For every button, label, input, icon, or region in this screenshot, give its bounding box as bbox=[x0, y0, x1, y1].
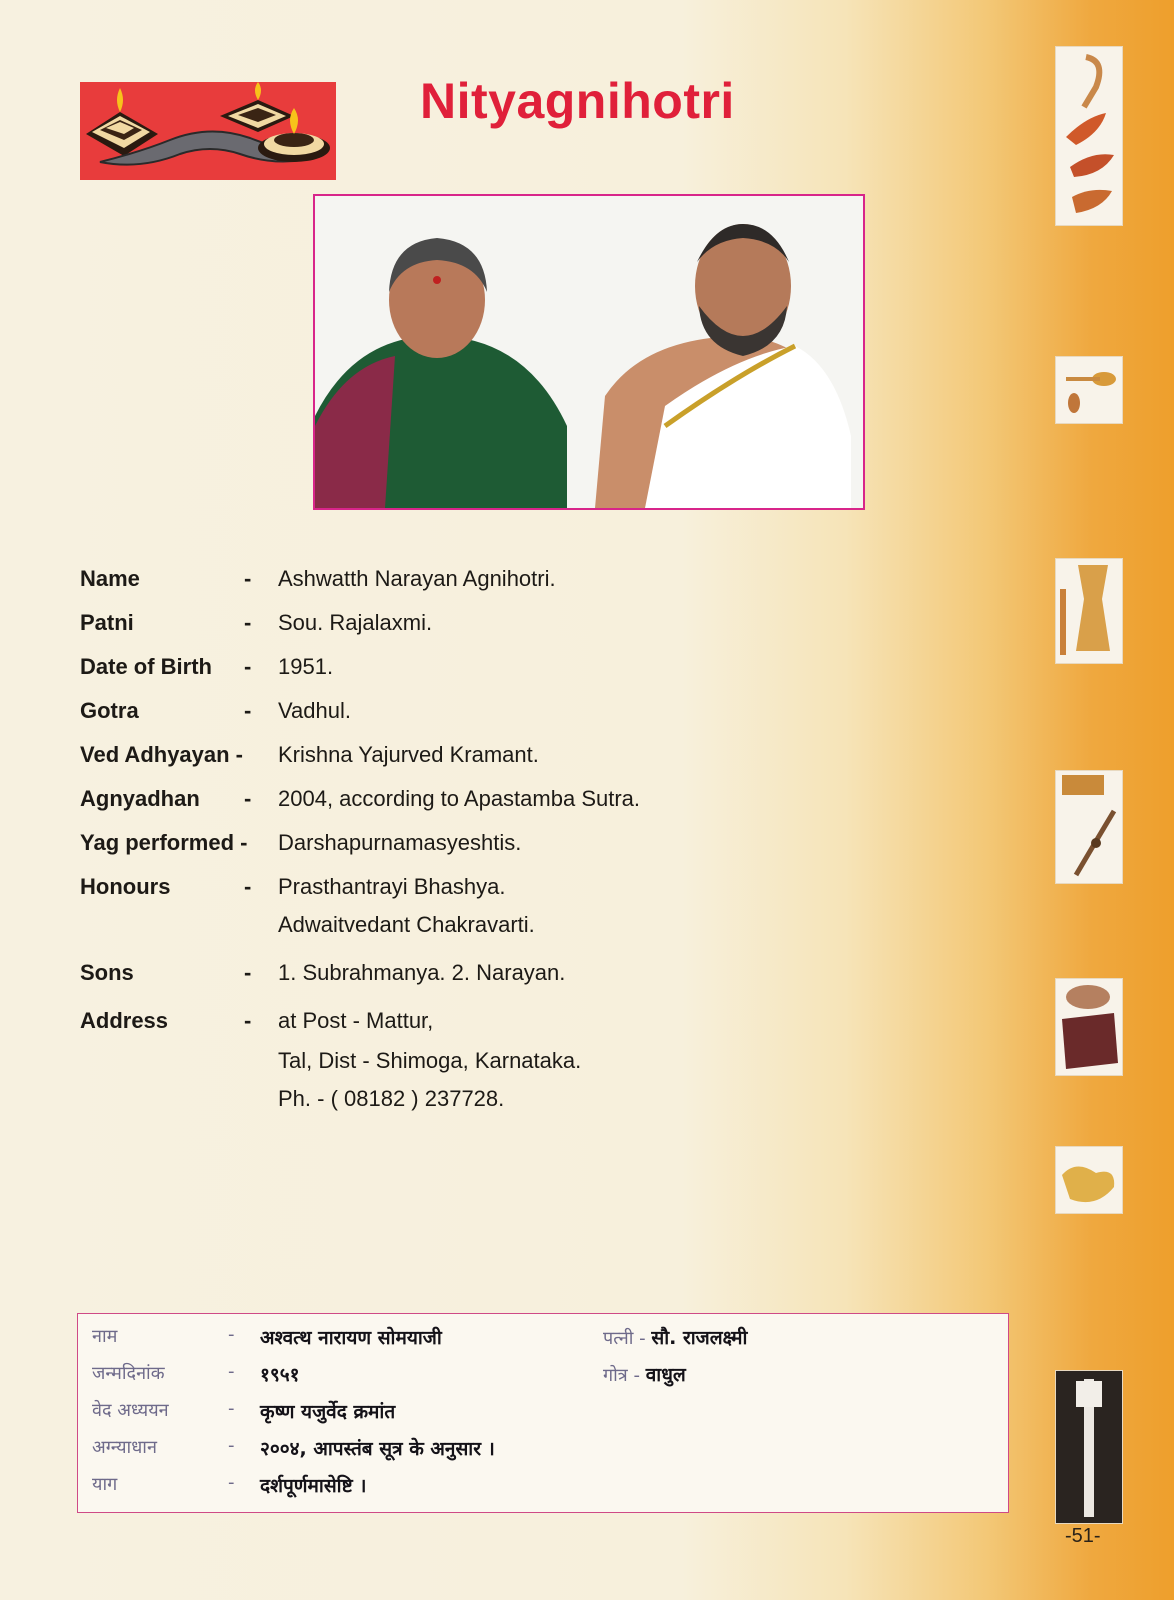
detail-separator: - bbox=[244, 698, 252, 723]
detail-value: Darshapurnamasyeshtis. bbox=[278, 830, 522, 855]
detail-value: Tal, Dist - Shimoga, Karnataka. bbox=[278, 1048, 582, 1073]
ritual-implement-image bbox=[1055, 978, 1123, 1076]
detail-label: Yag performed - bbox=[80, 830, 248, 855]
detail-label: Sons bbox=[80, 960, 134, 985]
hindi-label: अग्न्याधान bbox=[92, 1437, 157, 1458]
detail-label: Address bbox=[80, 1008, 169, 1033]
detail-separator: - bbox=[244, 1008, 252, 1033]
detail-label: Agnyadhan bbox=[80, 786, 200, 811]
detail-separator: - bbox=[244, 566, 252, 591]
ritual-implement-image bbox=[1055, 356, 1123, 424]
fire-altar-icon bbox=[80, 82, 336, 180]
hindi-value: अश्वत्थ नारायण सोमयाजी bbox=[260, 1327, 442, 1349]
detail-separator: - bbox=[244, 654, 252, 679]
portrait-image bbox=[315, 196, 863, 508]
detail-label: Patni bbox=[80, 610, 134, 635]
hindi-separator: - bbox=[228, 1472, 235, 1493]
hindi-value: दर्शपूर्णमासेष्टि । bbox=[260, 1475, 367, 1497]
detail-value: Prasthantrayi Bhashya. bbox=[278, 874, 506, 899]
hindi-side-label: गोत्र bbox=[603, 1365, 628, 1386]
altar-logo bbox=[80, 82, 336, 180]
hindi-side-row bbox=[603, 1324, 747, 1350]
mortar-icon bbox=[1056, 559, 1122, 663]
ritual-implement-image bbox=[1055, 770, 1123, 884]
page-number: -51- bbox=[1065, 1525, 1101, 1547]
ritual-implement-image bbox=[1055, 558, 1123, 664]
detail-value: 1951. bbox=[278, 654, 334, 679]
wooden-sruk-icon bbox=[1056, 1371, 1122, 1523]
hindi-side-value: वाधुल bbox=[645, 1364, 686, 1386]
ritual-implement-image bbox=[1055, 1146, 1123, 1214]
detail-label: Name bbox=[80, 566, 140, 591]
ritual-implement-image bbox=[1055, 46, 1123, 226]
hindi-side-row bbox=[603, 1361, 686, 1387]
lamp-icon bbox=[1056, 1147, 1122, 1213]
hindi-label: जन्मदिनांक bbox=[92, 1363, 165, 1384]
hindi-value: १९५१ bbox=[260, 1364, 300, 1386]
spoon-icon bbox=[1056, 357, 1122, 423]
hindi-side-separator: - bbox=[633, 1365, 640, 1386]
detail-value: Adwaitvedant Chakravarti. bbox=[278, 912, 535, 937]
hindi-label: याग bbox=[92, 1474, 118, 1495]
hindi-separator: - bbox=[228, 1324, 235, 1345]
hindi-side-value: सौ. राजलक्ष्मी bbox=[651, 1327, 748, 1349]
detail-separator: - bbox=[244, 874, 252, 899]
hindi-side-separator: - bbox=[639, 1328, 646, 1349]
hindi-value: २००४, आपस्तंब सूत्र के अनुसार । bbox=[260, 1438, 495, 1460]
detail-value: Sou. Rajalaxmi. bbox=[278, 610, 433, 635]
grinding-stone-icon bbox=[1056, 979, 1122, 1075]
detail-value: 1. Subrahmanya. 2. Narayan. bbox=[278, 960, 566, 985]
detail-label: Ved Adhyayan - bbox=[80, 742, 244, 767]
detail-label: Date of Birth bbox=[80, 654, 212, 679]
hindi-separator: - bbox=[228, 1435, 235, 1456]
hindi-value: कृष्ण यजुर्वेद क्रमांत bbox=[260, 1401, 396, 1423]
detail-separator: - bbox=[244, 786, 252, 811]
fire-drill-icon bbox=[1056, 771, 1122, 883]
hindi-summary-box bbox=[77, 1313, 1009, 1513]
page-title: Nityagnihotri bbox=[420, 73, 735, 129]
detail-value: Krishna Yajurved Kramant. bbox=[278, 742, 539, 767]
detail-label: Gotra bbox=[80, 698, 139, 723]
detail-value: 2004, according to Apastamba Sutra. bbox=[278, 786, 641, 811]
ritual-implement-image bbox=[1055, 1370, 1123, 1524]
hindi-separator: - bbox=[228, 1361, 235, 1382]
detail-value: Ph. - ( 08182 ) 237728. bbox=[278, 1086, 505, 1111]
detail-value: Ashwatth Narayan Agnihotri. bbox=[278, 566, 556, 591]
detail-value: Vadhul. bbox=[278, 698, 351, 723]
hindi-label: वेद अध्ययन bbox=[92, 1400, 169, 1421]
hindi-label: नाम bbox=[92, 1326, 118, 1347]
portrait-photo bbox=[313, 194, 865, 510]
hindi-separator: - bbox=[228, 1398, 235, 1419]
detail-separator: - bbox=[244, 610, 252, 635]
detail-separator: - bbox=[244, 960, 252, 985]
wooden-ladle-icon bbox=[1056, 47, 1122, 225]
detail-label: Honours bbox=[80, 874, 171, 899]
hindi-side-label: पत्नी bbox=[603, 1328, 634, 1349]
detail-value: at Post - Mattur, bbox=[278, 1008, 434, 1033]
